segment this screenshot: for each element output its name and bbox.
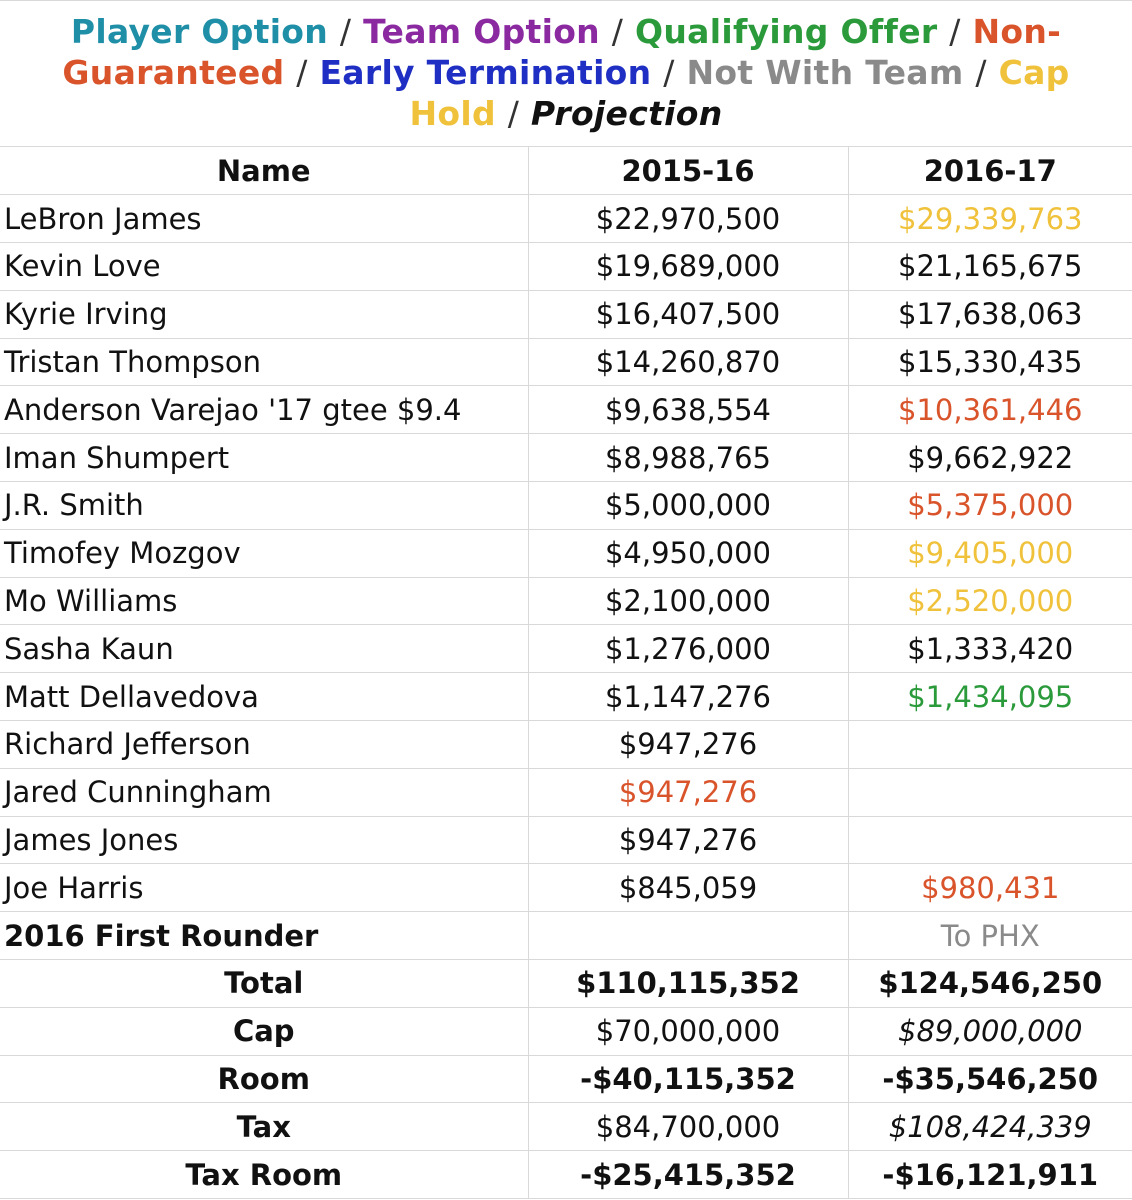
salary-2016-17-cell[interactable]	[848, 768, 1132, 816]
salary-2016-17-cell[interactable]: $10,361,446	[848, 386, 1132, 434]
salary-2016-17-cell[interactable]: $1,333,420	[848, 625, 1132, 673]
salary-2016-17-cell[interactable]: $5,375,000	[848, 482, 1132, 530]
summary-row	[0, 1007, 1132, 1055]
player-name-cell[interactable]: 2016 First Rounder	[0, 912, 528, 960]
table-row	[0, 243, 1132, 291]
player-name-cell[interactable]: Kevin Love	[0, 243, 528, 291]
salary-2015-16-cell[interactable]: $947,276	[528, 768, 848, 816]
salary-2016-17-cell[interactable]: $2,520,000	[848, 577, 1132, 625]
salary-2016-17-cell[interactable]	[848, 721, 1132, 769]
header-2015-16[interactable]: 2015-16	[528, 147, 848, 195]
salary-2015-16-cell[interactable]: $947,276	[528, 721, 848, 769]
summary-2016-17-cell[interactable]: $108,424,339	[848, 1103, 1132, 1151]
table-row	[0, 912, 1132, 960]
player-name-cell[interactable]: Anderson Varejao '17 gtee $9.4	[0, 386, 528, 434]
summary-label-cell[interactable]: Tax	[0, 1103, 528, 1151]
salary-table	[0, 147, 1132, 1199]
legend-separator: /	[339, 12, 352, 51]
legend-item: Not With Team	[686, 53, 964, 92]
table-row	[0, 386, 1132, 434]
salary-2016-17-cell[interactable]: $9,662,922	[848, 434, 1132, 482]
player-name-cell[interactable]: Jared Cunningham	[0, 768, 528, 816]
table-row	[0, 768, 1132, 816]
table-row	[0, 577, 1132, 625]
salary-2015-16-cell[interactable]: $19,689,000	[528, 243, 848, 291]
salary-2015-16-cell[interactable]: $1,147,276	[528, 673, 848, 721]
salary-2015-16-cell[interactable]: $14,260,870	[528, 338, 848, 386]
salary-2015-16-cell[interactable]: $22,970,500	[528, 195, 848, 243]
summary-2015-16-cell[interactable]: $110,115,352	[528, 960, 848, 1008]
salary-2015-16-cell[interactable]: $8,988,765	[528, 434, 848, 482]
table-row	[0, 864, 1132, 912]
table-row	[0, 673, 1132, 721]
color-legend	[0, 1, 1132, 147]
salary-2016-17-cell[interactable]: $1,434,095	[848, 673, 1132, 721]
legend-separator: /	[975, 53, 987, 92]
player-name-cell[interactable]: Sasha Kaun	[0, 625, 528, 673]
summary-2015-16-cell[interactable]: -$40,115,352	[528, 1055, 848, 1103]
salary-2015-16-cell[interactable]: $1,276,000	[528, 625, 848, 673]
legend-separator: /	[296, 53, 308, 92]
player-name-cell[interactable]: Timofey Mozgov	[0, 529, 528, 577]
summary-label-cell[interactable]: Room	[0, 1055, 528, 1103]
table-row	[0, 625, 1132, 673]
salary-2016-17-cell[interactable]: $9,405,000	[848, 529, 1132, 577]
salary-2016-17-cell[interactable]	[848, 816, 1132, 864]
salary-2015-16-cell[interactable]: $2,100,000	[528, 577, 848, 625]
header-name[interactable]: Name	[0, 147, 528, 195]
salary-2016-17-cell[interactable]: $21,165,675	[848, 243, 1132, 291]
summary-label-cell[interactable]: Cap	[0, 1007, 528, 1055]
legend-item: Projection	[530, 94, 723, 133]
table-row	[0, 195, 1132, 243]
salary-2015-16-cell[interactable]: $4,950,000	[528, 529, 848, 577]
table-row	[0, 482, 1132, 530]
legend-item: Team Option	[363, 12, 600, 51]
summary-row	[0, 1103, 1132, 1151]
table-row	[0, 434, 1132, 482]
summary-row	[0, 1055, 1132, 1103]
salary-2015-16-cell[interactable]: $947,276	[528, 816, 848, 864]
player-name-cell[interactable]: Mo Williams	[0, 577, 528, 625]
salary-2016-17-cell[interactable]: $17,638,063	[848, 290, 1132, 338]
legend-separator: /	[507, 94, 520, 133]
player-name-cell[interactable]: Matt Dellavedova	[0, 673, 528, 721]
player-name-cell[interactable]: Iman Shumpert	[0, 434, 528, 482]
summary-2015-16-cell[interactable]: $84,700,000	[528, 1103, 848, 1151]
legend-item: Cap Hold	[409, 53, 1070, 133]
player-name-cell[interactable]: Joe Harris	[0, 864, 528, 912]
salary-2015-16-cell[interactable]	[528, 912, 848, 960]
summary-2016-17-cell[interactable]: $124,546,250	[848, 960, 1132, 1008]
legend-separator: /	[611, 12, 624, 51]
salary-2015-16-cell[interactable]: $16,407,500	[528, 290, 848, 338]
table-row	[0, 721, 1132, 769]
salary-2015-16-cell[interactable]: $5,000,000	[528, 482, 848, 530]
player-name-cell[interactable]: Richard Jefferson	[0, 721, 528, 769]
salary-2016-17-cell[interactable]: $15,330,435	[848, 338, 1132, 386]
table-row	[0, 338, 1132, 386]
summary-2015-16-cell[interactable]: -$25,415,352	[528, 1151, 848, 1199]
salary-2015-16-cell[interactable]: $845,059	[528, 864, 848, 912]
summary-2016-17-cell[interactable]: -$16,121,911	[848, 1151, 1132, 1199]
summary-2016-17-cell[interactable]: -$35,546,250	[848, 1055, 1132, 1103]
summary-label-cell[interactable]: Total	[0, 960, 528, 1008]
table-row	[0, 290, 1132, 338]
player-name-cell[interactable]: LeBron James	[0, 195, 528, 243]
summary-row	[0, 960, 1132, 1008]
player-name-cell[interactable]: Tristan Thompson	[0, 338, 528, 386]
summary-2015-16-cell[interactable]: $70,000,000	[528, 1007, 848, 1055]
table-row	[0, 816, 1132, 864]
legend-separator: /	[663, 53, 675, 92]
summary-row	[0, 1151, 1132, 1199]
salary-2016-17-cell[interactable]: $29,339,763	[848, 195, 1132, 243]
player-name-cell[interactable]: Kyrie Irving	[0, 290, 528, 338]
player-name-cell[interactable]: James Jones	[0, 816, 528, 864]
legend-separator: /	[949, 12, 961, 51]
table-row	[0, 529, 1132, 577]
salary-2016-17-cell[interactable]: To PHX	[848, 912, 1132, 960]
salary-2015-16-cell[interactable]: $9,638,554	[528, 386, 848, 434]
legend-item: Player Option	[70, 12, 329, 51]
header-2016-17[interactable]: 2016-17	[848, 147, 1132, 195]
salary-2016-17-cell[interactable]: $980,431	[848, 864, 1132, 912]
legend-item: Early Termination	[319, 53, 652, 92]
header-row	[0, 147, 1132, 195]
summary-2016-17-cell[interactable]: $89,000,000	[848, 1007, 1132, 1055]
player-name-cell[interactable]: J.R. Smith	[0, 482, 528, 530]
legend-item: Non-Guaranteed	[62, 12, 1062, 92]
summary-label-cell[interactable]: Tax Room	[0, 1151, 528, 1199]
legend-item: Qualifying Offer	[635, 12, 938, 51]
